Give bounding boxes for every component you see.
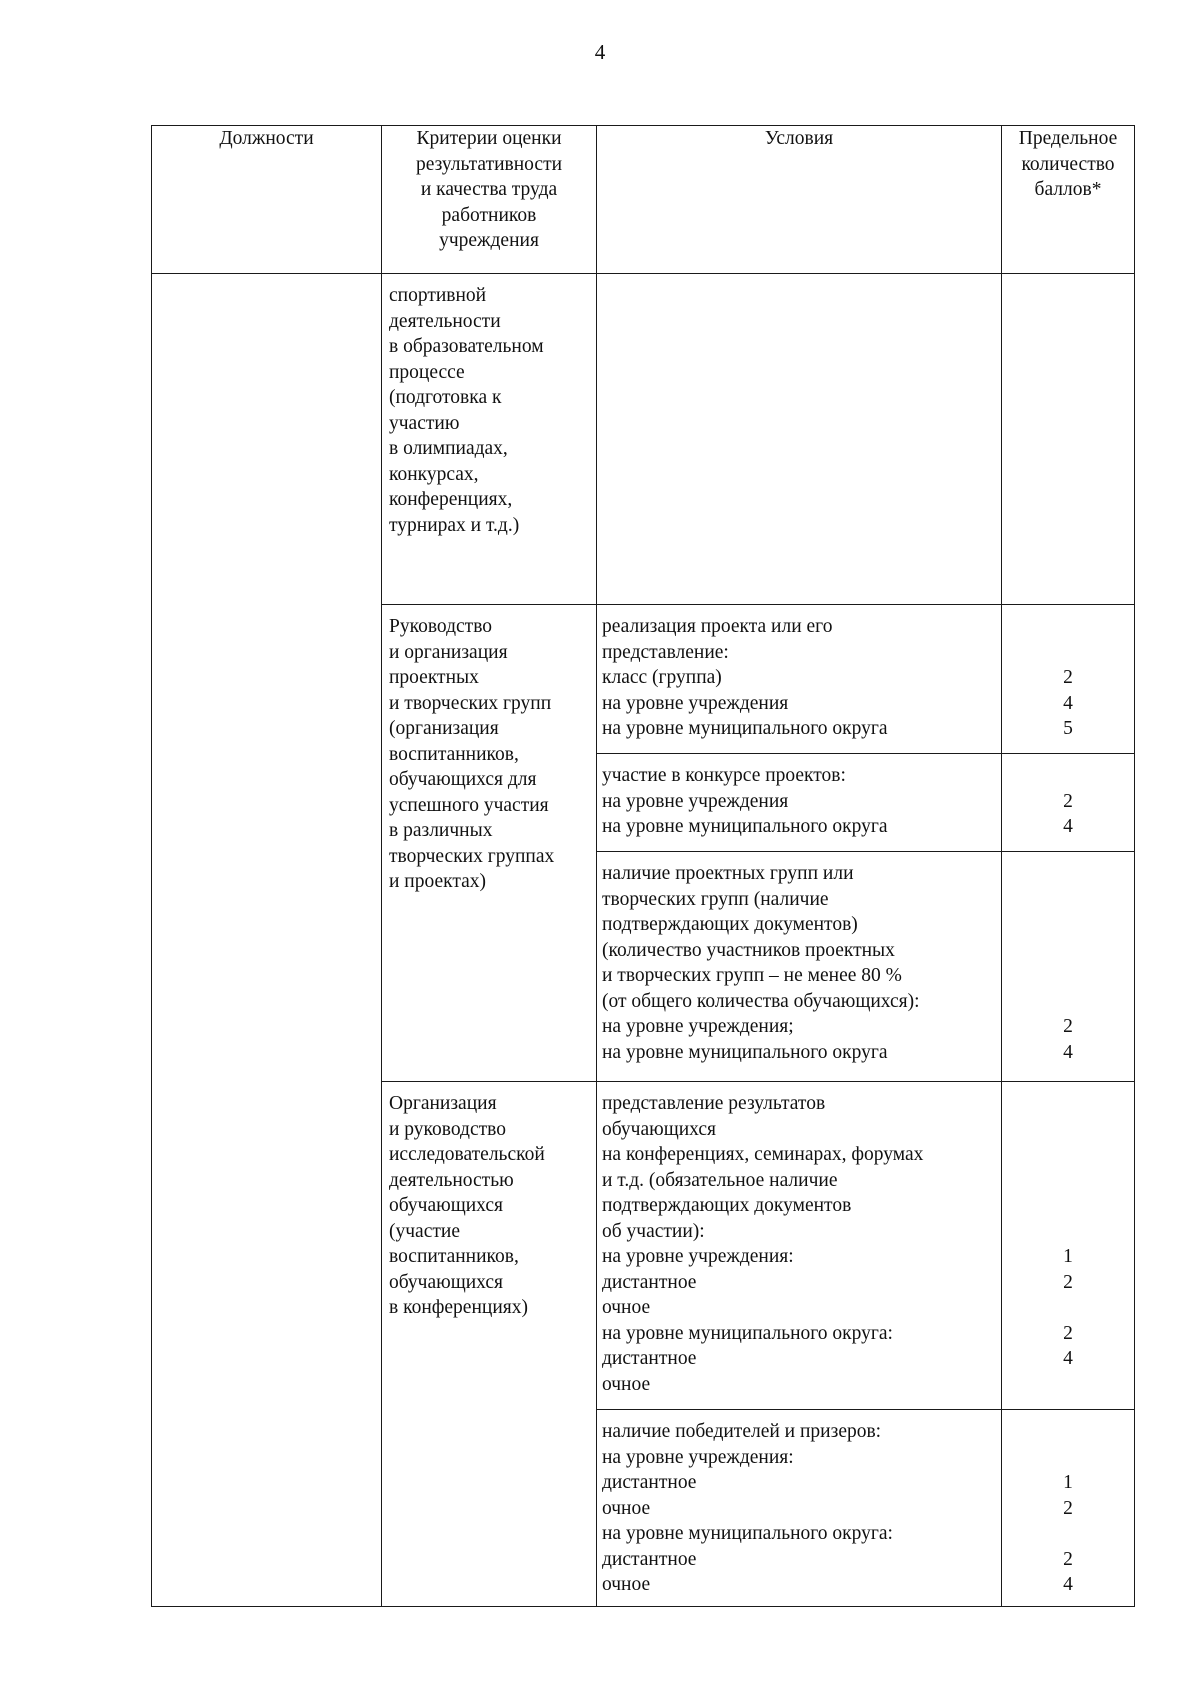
points-cell: [1002, 1082, 1135, 1410]
text-line: подтверждающих документов): [602, 914, 858, 935]
points-value: 2: [1063, 1548, 1073, 1570]
points-value: [1002, 614, 1134, 640]
text-line: на уровне муниципального округа: [602, 1041, 888, 1063]
text-line: класс (группа): [602, 667, 722, 688]
text-line: конференциях,: [389, 489, 513, 510]
points-value: [1002, 1219, 1134, 1245]
points-value: [1002, 963, 1134, 989]
text-line: в образовательном: [389, 336, 544, 357]
conditions-cell: [597, 1410, 1002, 1607]
text-line: (организация: [389, 718, 499, 739]
header-criteria-line: учреждения: [439, 230, 539, 251]
points-value: 4: [1063, 1574, 1073, 1595]
header-max-points: [1002, 126, 1135, 274]
points-value: [1002, 861, 1134, 887]
text-line: в олимпиадах,: [389, 438, 508, 459]
points-value: [1002, 1445, 1134, 1471]
position-cell: [152, 274, 382, 1607]
header-points-line: Предельное: [1018, 128, 1118, 149]
text-line: на конференциях, семинарах, форумах: [602, 1144, 924, 1165]
points-value: 2: [1063, 790, 1073, 812]
text-line: на уровне учреждения:: [602, 1446, 794, 1468]
points-value: [1002, 763, 1134, 789]
points-value: 2: [1063, 1016, 1073, 1037]
points-value: [1002, 989, 1134, 1015]
points-value: 2: [1063, 1497, 1073, 1519]
text-line: наличие победителей и призеров:: [602, 1421, 882, 1442]
text-line: исследовательской: [389, 1144, 545, 1165]
header-points-line: количество: [1021, 153, 1115, 175]
text-line: и творческих групп – не менее 80 %: [602, 965, 902, 986]
text-line: (от общего количества обучающихся):: [602, 990, 920, 1012]
header-criteria-line: и качества труда: [420, 179, 558, 200]
conditions-cell: [597, 1082, 1002, 1410]
criteria-table: [151, 125, 1135, 1607]
conditions-cell: [597, 605, 1002, 754]
text-line: очное: [602, 1574, 651, 1595]
points-value: [1002, 1168, 1134, 1194]
text-line: Руководство: [389, 616, 493, 637]
text-line: и организация: [389, 641, 508, 663]
points-value: [1002, 887, 1134, 913]
text-line: представление результатов: [602, 1093, 826, 1114]
points-value: 4: [1063, 816, 1073, 837]
text-line: реализация проекта или его: [602, 616, 833, 637]
text-line: очное: [602, 1497, 651, 1519]
points-value: [1002, 1295, 1134, 1321]
text-line: дистантное: [602, 1271, 697, 1293]
conditions-cell: [597, 852, 1002, 1082]
text-line: на уровне муниципального округа:: [602, 1322, 893, 1344]
points-cell: [1002, 1410, 1135, 1607]
text-line: деятельностью: [389, 1169, 514, 1191]
text-line: обучающихся: [602, 1118, 716, 1140]
text-line: обучающихся: [389, 1271, 503, 1293]
text-line: на уровне учреждения: [602, 790, 789, 812]
text-line: очное: [602, 1373, 651, 1395]
text-line: (количество участников проектных: [602, 939, 895, 961]
points-value: [1002, 1091, 1134, 1117]
points-value: 4: [1063, 692, 1073, 714]
header-criteria-line: Критерии оценки: [416, 128, 562, 149]
text-line: Организация: [389, 1093, 497, 1114]
criteria-cell: [382, 605, 597, 1082]
text-line: представление:: [602, 641, 729, 663]
text-line: обучающихся для: [389, 769, 537, 790]
text-line: процессе: [389, 361, 465, 383]
text-line: и т.д. (обязательное наличие: [602, 1169, 838, 1191]
text-line: участие в конкурсе проектов:: [602, 765, 846, 786]
text-line: проектных: [389, 667, 479, 688]
text-line: подтверждающих документов: [602, 1195, 852, 1216]
text-line: на уровне муниципального округа: [602, 718, 888, 739]
header-criteria: [382, 126, 597, 274]
points-value: 1: [1063, 1246, 1073, 1267]
text-line: участию: [389, 412, 460, 434]
points-value: [1002, 1419, 1134, 1445]
text-line: спортивной: [389, 285, 487, 306]
text-line: дистантное: [602, 1472, 697, 1493]
text-line: на уровне учреждения:: [602, 1246, 794, 1267]
header-criteria-line: результативности: [415, 153, 563, 175]
points-value: 4: [1063, 1348, 1073, 1369]
text-line: очное: [602, 1297, 651, 1318]
conditions-cell: [597, 274, 1002, 605]
text-line: на уровне муниципального округа: [602, 816, 888, 837]
text-line: дистантное: [602, 1348, 697, 1369]
points-value: [1002, 640, 1134, 666]
points-cell: [1002, 605, 1135, 754]
page-number: 4: [594, 40, 606, 64]
text-line: и руководство: [389, 1118, 506, 1140]
header-criteria-line: работников: [441, 204, 537, 226]
header-points-line: баллов*: [1034, 179, 1102, 200]
text-line: деятельности: [389, 310, 501, 332]
points-cell: [1002, 852, 1135, 1082]
text-line: воспитанников,: [389, 743, 519, 765]
text-line: на уровне учреждения: [602, 692, 789, 714]
text-line: творческих групп (наличие: [602, 888, 829, 910]
conditions-cell: [597, 754, 1002, 852]
points-value: [1002, 1193, 1134, 1219]
text-line: и проектах): [389, 871, 487, 892]
points-value: [1002, 1117, 1134, 1143]
header-conditions: Условия: [597, 126, 1002, 274]
points-value: [1002, 938, 1134, 964]
points-cell: [1002, 274, 1135, 605]
points-value: 2: [1063, 1322, 1073, 1344]
points-value: [1002, 1521, 1134, 1547]
text-line: об участии):: [602, 1220, 705, 1242]
header-position: Должности: [152, 126, 382, 274]
points-value: 2: [1063, 667, 1073, 688]
text-line: на уровне муниципального округа:: [602, 1523, 893, 1544]
text-line: воспитанников,: [389, 1246, 519, 1267]
text-line: конкурсах,: [389, 463, 479, 485]
points-value: 1: [1063, 1472, 1073, 1493]
text-line: в конференциях): [389, 1297, 528, 1318]
text-line: творческих группах: [389, 845, 555, 867]
text-line: и творческих групп: [389, 692, 552, 714]
points-value: [1002, 1142, 1134, 1168]
text-line: (подготовка к: [389, 387, 502, 408]
table-row: [152, 274, 1135, 605]
points-value: [1002, 1372, 1134, 1398]
text-line: дистантное: [602, 1548, 697, 1570]
text-line: в различных: [389, 820, 493, 841]
points-value: 5: [1063, 718, 1073, 739]
text-line: (участие: [389, 1220, 460, 1242]
criteria-cell: [382, 274, 597, 605]
points-value: 4: [1063, 1041, 1073, 1063]
points-cell: [1002, 754, 1135, 852]
text-line: на уровне учреждения;: [602, 1016, 794, 1037]
text-line: наличие проектных групп или: [602, 863, 854, 884]
table-header-row: [152, 126, 1135, 274]
text-line: успешного участия: [389, 794, 549, 816]
text-line: обучающихся: [389, 1195, 503, 1216]
criteria-cell: [382, 1082, 597, 1607]
points-value: [1002, 912, 1134, 938]
points-value: 2: [1063, 1271, 1073, 1293]
text-line: турнирах и т.д.): [389, 514, 520, 536]
